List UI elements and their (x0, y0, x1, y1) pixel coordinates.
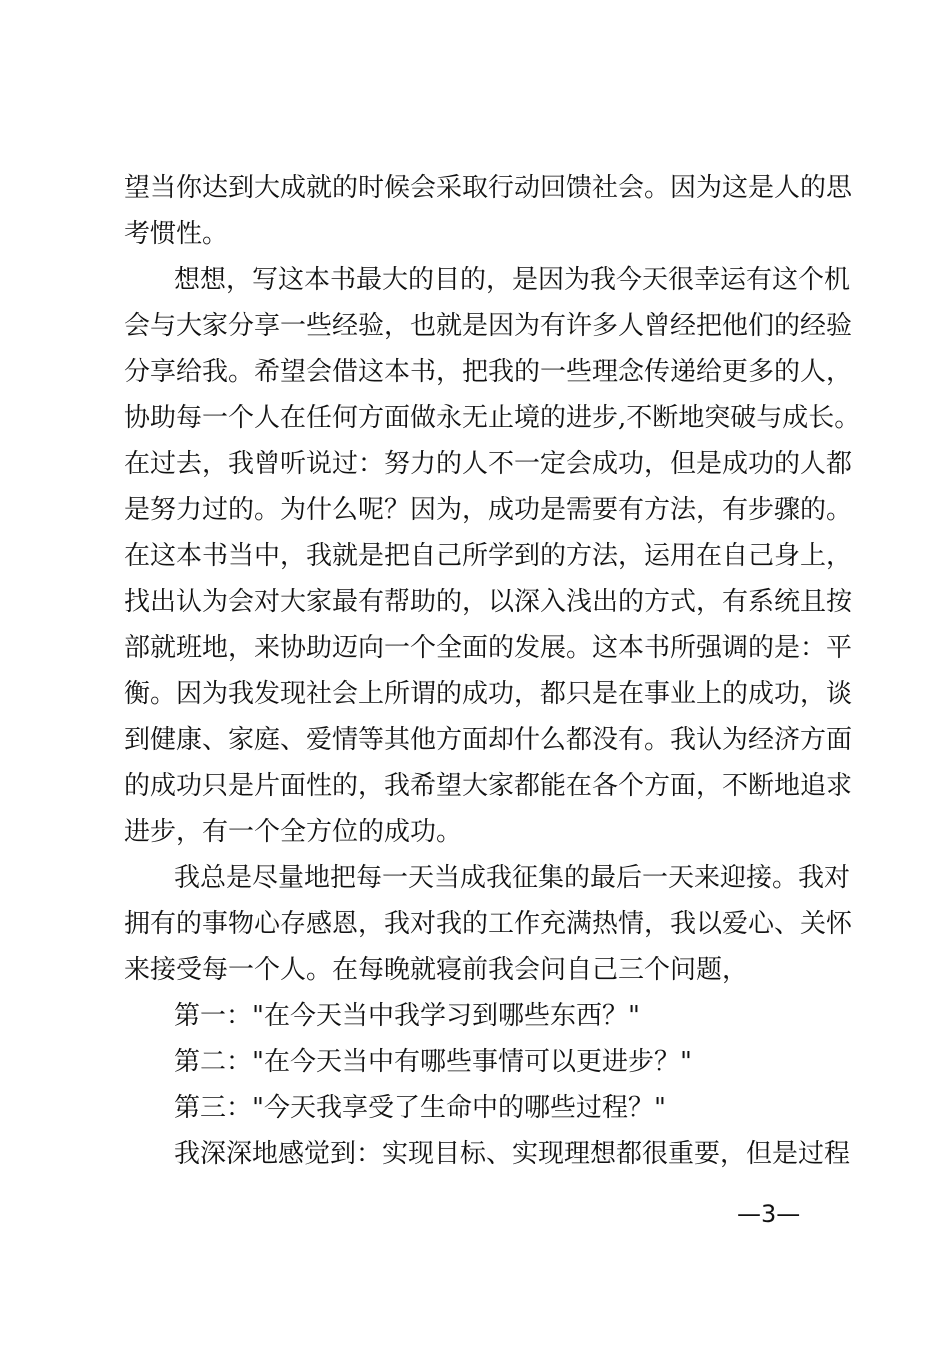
text-line-17: 拥有的事物心存感恩，我对我的工作充满热情，我以爱心、关怀 (124, 909, 853, 939)
page-number: —3— (737, 1200, 801, 1228)
text-line-14: 的成功只是片面性的，我希望大家都能在各个方面，不断地追求 (124, 771, 853, 801)
text-line-8: 是努力过的。为什么呢？因为，成功是需要有方法，有步骤的。 (124, 495, 853, 525)
question-line-2: 第二："在今天当中有哪些事情可以更进步？" (174, 1047, 692, 1077)
text-line-16: 我总是尽量地把每一天当成我征集的最后一天来迎接。我对 (174, 863, 851, 893)
text-line-13: 到健康、家庭、爱情等其他方面却什么都没有。我认为经济方面 (124, 725, 853, 755)
text-line-6: 协助每一个人在任何方面做永无止境的进步,不断地突破与成长。 (124, 403, 861, 433)
text-line-5: 分享给我。希望会借这本书，把我的一些理念传递给更多的人， (124, 357, 853, 387)
text-line-15: 进步，有一个全方位的成功。 (124, 817, 463, 847)
text-line-12: 衡。因为我发现社会上所谓的成功，都只是在事业上的成功，谈 (124, 679, 853, 709)
question-line-3: 第三："今天我享受了生命中的哪些过程？" (174, 1093, 666, 1123)
question-line-1: 第一："在今天当中我学习到哪些东西？" (174, 1001, 640, 1031)
text-line-22: 我深深地感觉到：实现目标、实现理想都很重要，但是过程 (174, 1139, 851, 1169)
text-line-18: 来接受每一个人。在每晚就寝前我会问自己三个问题， (124, 955, 749, 985)
text-line-4: 会与大家分享一些经验，也就是因为有许多人曾经把他们的经验 (124, 311, 853, 341)
text-line-2: 考惯性。 (124, 219, 229, 249)
text-line-1: 望当你达到大成就的时候会采取行动回馈社会。因为这是人的思 (124, 173, 853, 203)
text-line-9: 在这本书当中，我就是把自己所学到的方法，运用在自己身上， (124, 541, 853, 571)
text-line-11: 部就班地，来协助迈向一个全面的发展。这本书所强调的是：平 (124, 633, 853, 663)
text-line-3: 想想，写这本书最大的目的，是因为我今天很幸运有这个机 (174, 265, 851, 295)
text-line-10: 找出认为会对大家最有帮助的，以深入浅出的方式，有系统且按 (124, 587, 853, 617)
text-line-7: 在过去，我曾听说过：努力的人不一定会成功，但是成功的人都 (124, 449, 853, 479)
